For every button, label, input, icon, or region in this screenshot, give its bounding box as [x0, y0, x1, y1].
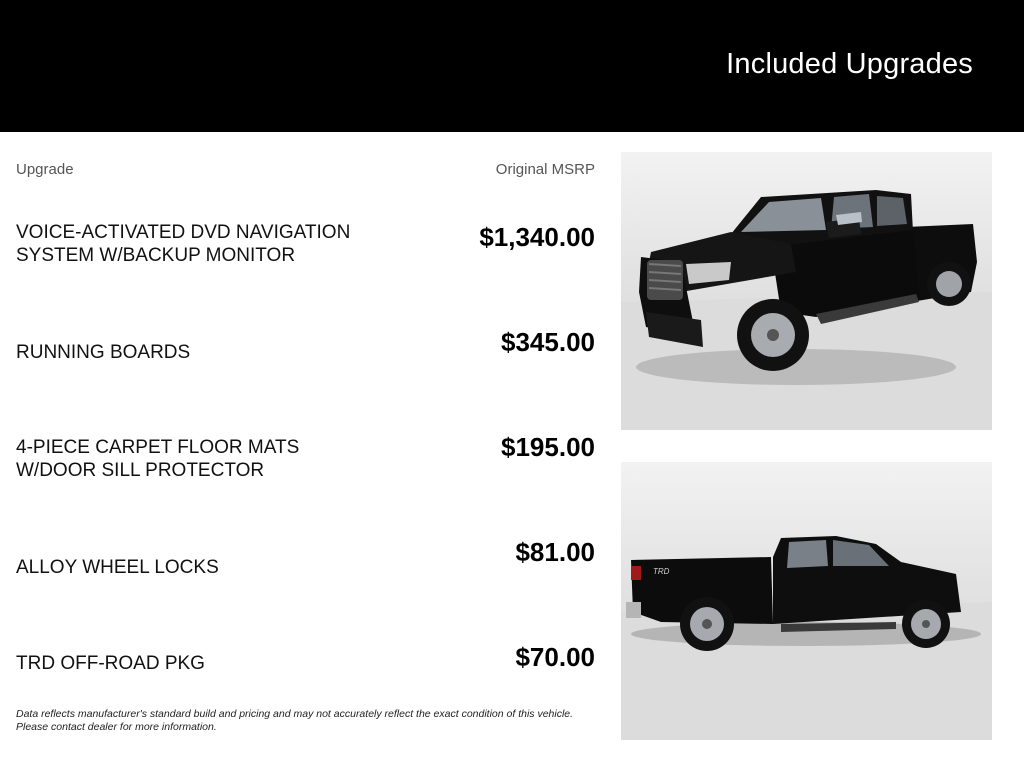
- vehicle-photo-front: [621, 152, 992, 430]
- trd-badge: TRD: [653, 567, 670, 576]
- disclaimer: [16, 708, 616, 734]
- upgrade-name-line: W/DOOR SILL PROTECTOR: [16, 460, 265, 481]
- upgrade-price: $195.00: [501, 432, 595, 462]
- upgrade-price: $81.00: [515, 537, 595, 567]
- upgrade-name: [16, 652, 396, 675]
- page-title: Included Upgrades: [726, 48, 973, 80]
- column-header-msrp: Original MSRP: [495, 161, 595, 178]
- upgrade-name: [16, 436, 396, 482]
- upgrade-name-line: VOICE-ACTIVATED DVD NAVIGATION: [16, 222, 351, 243]
- upgrade-name: [16, 221, 396, 267]
- upgrade-name-line: RUNNING BOARDS: [16, 342, 191, 363]
- column-header-upgrade: Upgrade: [16, 161, 74, 178]
- upgrade-name: [16, 341, 396, 364]
- disclaimer-line: Data reflects manufacturer's standard build and pricing and may not accurately reflect the exact condition of this vehicle.: [16, 708, 574, 720]
- upgrade-name-line: SYSTEM W/BACKUP MONITOR: [16, 245, 296, 266]
- upgrade-price: $1,340.00: [479, 222, 595, 252]
- upgrade-name-line: TRD OFF-ROAD PKG: [16, 653, 205, 674]
- disclaimer-line: Please contact dealer for more information.: [16, 721, 217, 733]
- upgrade-name: [16, 556, 396, 579]
- upgrade-price: $345.00: [501, 327, 595, 357]
- upgrade-price: $70.00: [515, 642, 595, 672]
- upgrade-name-line: 4-PIECE CARPET FLOOR MATS: [16, 437, 300, 458]
- header-bar: [0, 0, 1024, 132]
- vehicle-photo-side: [621, 462, 992, 740]
- upgrade-name-line: ALLOY WHEEL LOCKS: [16, 557, 219, 578]
